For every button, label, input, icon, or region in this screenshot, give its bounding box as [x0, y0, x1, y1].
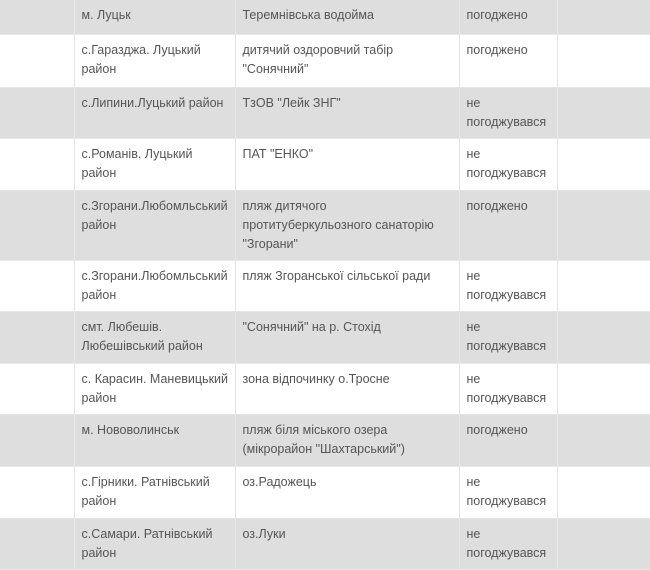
note-cell: [557, 363, 650, 414]
location-cell: с.Згорани.Любомльський район: [74, 190, 235, 260]
object-cell: оз.Радожець: [235, 466, 459, 518]
row-number-cell: [0, 34, 74, 87]
note-cell: [557, 138, 650, 190]
status-cell: погоджено: [459, 190, 557, 260]
note-cell: [557, 87, 650, 138]
note-cell: [557, 260, 650, 311]
location-cell: с. Карасин. Маневицький район: [74, 363, 235, 414]
table-row: [0, 138, 650, 190]
table-row: [0, 414, 650, 466]
status-cell: не погоджувався: [459, 518, 557, 569]
location-cell: с.Гаразджа. Луцький район: [74, 34, 235, 87]
row-number-cell: [0, 311, 74, 363]
status-cell: погоджено: [459, 34, 557, 87]
row-number-cell: [0, 518, 74, 569]
row-number-cell: [0, 363, 74, 414]
note-cell: [557, 0, 650, 34]
object-cell: зона відпочинку о.Тросне: [235, 363, 459, 414]
note-cell: [557, 466, 650, 518]
note-cell: [557, 414, 650, 466]
location-cell: с.Романів. Луцький район: [74, 138, 235, 190]
row-number-cell: [0, 190, 74, 260]
object-cell: ТзОВ "Лейк ЗНГ": [235, 87, 459, 138]
row-number-cell: [0, 0, 74, 34]
object-cell: оз.Луки: [235, 518, 459, 569]
object-cell: пляж біля міського озера (мікрорайон "Шахтарський"): [235, 414, 459, 466]
status-cell: погоджено: [459, 414, 557, 466]
object-cell: пляж Згоранської сільської ради: [235, 260, 459, 311]
table-row: [0, 260, 650, 311]
note-cell: [557, 311, 650, 363]
table-row: [0, 0, 650, 34]
location-cell: с.Самари. Ратнівський район: [74, 518, 235, 569]
note-cell: [557, 190, 650, 260]
status-cell: не погоджувався: [459, 466, 557, 518]
status-cell: не погоджувався: [459, 87, 557, 138]
location-cell: м. Нововолинськ: [74, 414, 235, 466]
row-number-cell: [0, 138, 74, 190]
object-cell: пляж дитячого протитуберкульозного санаторію "Згорани": [235, 190, 459, 260]
status-cell: не погоджувався: [459, 138, 557, 190]
table-row: [0, 87, 650, 138]
note-cell: [557, 34, 650, 87]
status-cell: не погоджувався: [459, 260, 557, 311]
table-row: [0, 311, 650, 363]
location-cell: с.Липини.Луцький район: [74, 87, 235, 138]
status-cell: не погоджувався: [459, 311, 557, 363]
status-cell: не погоджувався: [459, 363, 557, 414]
location-cell: смт. Любешів. Любешівський район: [74, 311, 235, 363]
row-number-cell: [0, 260, 74, 311]
row-number-cell: [0, 466, 74, 518]
object-cell: Теремнівська водойма: [235, 0, 459, 34]
table-row: [0, 466, 650, 518]
object-cell: ПАТ "ЕНКО": [235, 138, 459, 190]
table-row: [0, 518, 650, 569]
row-number-cell: [0, 414, 74, 466]
table-row: [0, 363, 650, 414]
table-row: [0, 190, 650, 260]
location-cell: с.Згорани.Любомльський район: [74, 260, 235, 311]
note-cell: [557, 518, 650, 569]
location-cell: м. Луцьк: [74, 0, 235, 34]
object-cell: дитячий оздоровчий табір "Сонячний": [235, 34, 459, 87]
table-row: [0, 34, 650, 87]
row-number-cell: [0, 87, 74, 138]
object-cell: "Сонячний" на р. Стохід: [235, 311, 459, 363]
status-cell: погоджено: [459, 0, 557, 34]
location-cell: с.Гірники. Ратнівський район: [74, 466, 235, 518]
